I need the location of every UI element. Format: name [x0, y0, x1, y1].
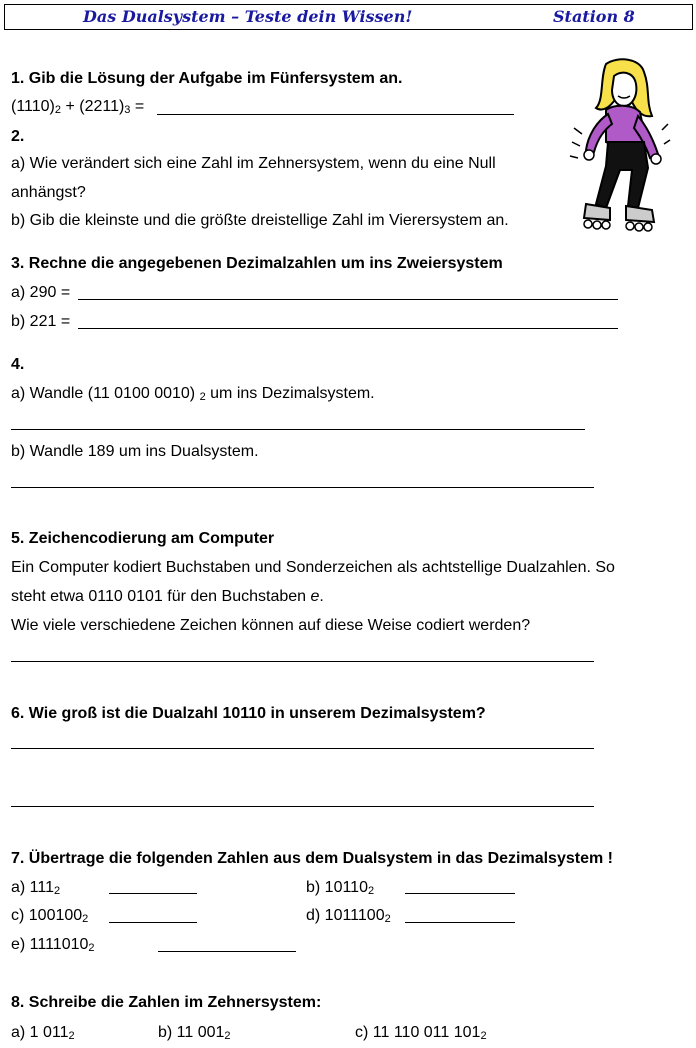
q5-line2: [11, 588, 324, 606]
q7-title: 7. Übertrage die folgenden Zahlen aus dem Dualsystem in das Dezimalsystem !: [11, 850, 613, 867]
q5-line2-end: .: [319, 588, 324, 605]
q8-b-label: b) 11 001: [158, 1024, 225, 1041]
q5-answer-line[interactable]: [11, 661, 594, 662]
q8-item-b: [158, 1024, 231, 1042]
q7-item-d: [306, 907, 391, 925]
q8-title: 8. Schreibe die Zahlen im Zehnersystem:: [11, 994, 322, 1011]
q7-item-c: [11, 907, 88, 925]
q3-a: a) 290 =: [11, 284, 71, 301]
q5-line1: Ein Computer kodiert Buchstaben und Sonderzeichen als achtstellige Dualzahlen. So: [11, 559, 615, 576]
q7-e-answer-line[interactable]: [158, 951, 296, 952]
rollerblade-girl-illustration: [566, 58, 672, 236]
q5-line3: Wie viele verschiedene Zeichen können auf diese Weise codiert werden?: [11, 617, 531, 634]
q7-d-answer-line[interactable]: [405, 922, 515, 923]
q1-term-b: + (2211): [61, 98, 125, 115]
q7-d-label: d) 1011100: [306, 907, 385, 924]
q1-term-a: (1110): [11, 98, 55, 115]
q7-c-answer-line[interactable]: [109, 922, 197, 923]
q7-a-base: 2: [54, 885, 61, 897]
worksheet-title: Das Dualsystem – Teste dein Wissen!: [83, 7, 413, 26]
q7-item-e: [11, 936, 95, 954]
q6-answer-line-2[interactable]: [11, 806, 594, 807]
q8-c-label: c) 11 110 011 101: [355, 1024, 481, 1041]
q2-b: b) Gib die kleinste und die größte dreistellige Zahl im Vierersystem an.: [11, 212, 509, 229]
q7-a-answer-line[interactable]: [109, 893, 197, 894]
q3-title: 3. Rechne die angegebenen Dezimalzahlen um ins Zweiersystem: [11, 255, 503, 272]
q4-b: b) Wandle 189 um ins Dualsystem.: [11, 443, 259, 460]
q7-e-base: 2: [88, 942, 95, 954]
q3-b: b) 221 =: [11, 313, 71, 330]
q8-item-c: [355, 1024, 487, 1042]
q1-equals: =: [130, 98, 145, 115]
q7-e-label: e) 1111010: [11, 936, 89, 953]
q8-c-base: 2: [480, 1030, 487, 1042]
q1-answer-line[interactable]: [157, 114, 514, 115]
q5-line2-text: steht etwa 0110 0101 für den Buchstaben: [11, 588, 311, 605]
q1-base-b: 3: [124, 104, 131, 116]
q4-a: [11, 385, 375, 403]
q7-d-base: 2: [384, 913, 391, 925]
q8-item-a: [11, 1024, 75, 1042]
header-box: [4, 4, 693, 30]
q7-c-label: c) 100100: [11, 907, 83, 924]
q1-base-a: 2: [54, 104, 61, 116]
q8-a-label: a) 1 011: [11, 1024, 69, 1041]
q4-a-text: a) Wandle (11 0100 0010): [11, 385, 196, 402]
q2-a-line1: a) Wie verändert sich eine Zahl im Zehnersystem, wenn du eine Null: [11, 155, 496, 172]
q4-b-answer-line[interactable]: [11, 487, 594, 488]
q4-a-end: um ins Dezimalsystem.: [205, 385, 375, 402]
q7-c-base: 2: [82, 913, 89, 925]
q5-letter-e: e: [310, 588, 320, 605]
q3-b-answer-line[interactable]: [78, 328, 618, 329]
q4-number: 4.: [11, 356, 25, 373]
q3-a-answer-line[interactable]: [78, 299, 618, 300]
station-label: Station 8: [553, 7, 635, 26]
q8-b-base: 2: [224, 1030, 231, 1042]
q7-b-answer-line[interactable]: [405, 893, 515, 894]
q6-title: 6. Wie groß ist die Dualzahl 10110 in unserem Dezimalsystem?: [11, 705, 486, 722]
q2-number: 2.: [11, 128, 25, 145]
q7-b-base: 2: [367, 885, 375, 897]
q7-a-label: a) 111: [11, 879, 54, 896]
q4-a-answer-line[interactable]: [11, 429, 585, 430]
q7-b-label: b) 10110: [306, 879, 368, 896]
q1-title: 1. Gib die Lösung der Aufgabe im Fünfersystem an.: [11, 70, 403, 87]
q7-item-a: [11, 879, 60, 897]
q1-expression: [11, 98, 144, 116]
q5-title: 5. Zeichencodierung am Computer: [11, 530, 275, 547]
q7-item-b: [306, 879, 374, 897]
q6-answer-line-1[interactable]: [11, 748, 594, 749]
q8-a-base: 2: [68, 1030, 75, 1042]
q2-a-line2: anhängst?: [11, 184, 86, 201]
q4-a-base: 2: [199, 391, 206, 403]
